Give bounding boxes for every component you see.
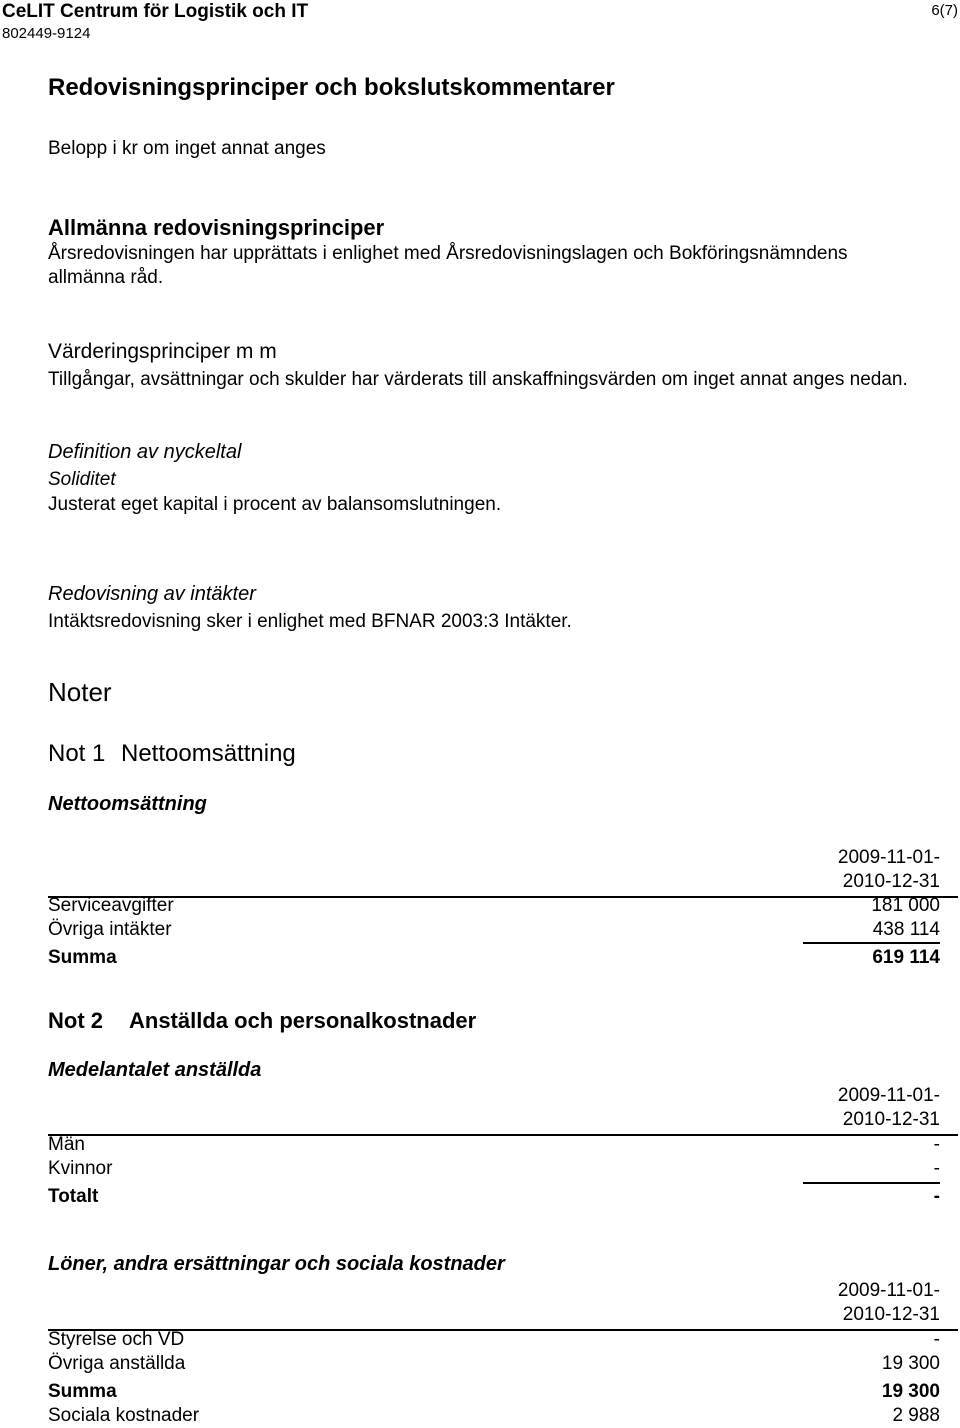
- note2-table1-total-value: -: [933, 1186, 940, 1207]
- note1-row-value: 438 114: [872, 919, 940, 940]
- note2-title: Anställda och personalkostnader: [129, 1008, 477, 1033]
- note1-row-label: Serviceavgifter: [48, 895, 174, 916]
- company-name: CeLIT Centrum för Logistik och IT: [2, 1, 309, 22]
- note2-table2-row-label: Övriga anställda: [48, 1353, 186, 1374]
- note1-table-title: Nettoomsättning: [48, 793, 207, 815]
- section-text-key-ratios: Justerat eget kapital i procent av balansomslutningen.: [48, 494, 502, 515]
- section-heading-valuation: Värderingsprinciper m m: [48, 340, 277, 363]
- section-heading-general: Allmänna redovisningsprinciper: [48, 215, 385, 240]
- note1-period-line1: 2009-11-01-: [837, 847, 940, 868]
- note2-table1-header-rule: [48, 1134, 958, 1136]
- section-subheading-solidity: Soliditet: [48, 469, 116, 490]
- note1-row-label: Övriga intäkter: [48, 919, 172, 940]
- note2-table1-sum-rule: [803, 1182, 940, 1184]
- note1-total-value: 619 114: [872, 947, 940, 968]
- note2-table2-row-label: Styrelse och VD: [48, 1329, 185, 1350]
- note1-sum-rule: [803, 942, 940, 944]
- note1-title: Nettoomsättning: [121, 740, 296, 767]
- section-text-general-1: Årsredovisningen har upprättats i enlighet med Årsredovisningslagen och Bokföringsnämndens: [48, 243, 848, 264]
- section-text-valuation: Tillgångar, avsättningar och skulder har värderats till anskaffningsvärden om inget annat anges nedan.: [48, 369, 908, 390]
- note2-table1-period-line2: 2010-12-31: [842, 1109, 940, 1130]
- page-title: Redovisningsprinciper och bokslutskommentarer: [48, 74, 615, 101]
- note2-table2-total-value: 19 300: [881, 1381, 940, 1402]
- section-heading-revenue: Redovisning av intäkter: [48, 583, 256, 605]
- note1-row-value: 181 000: [871, 895, 940, 916]
- note1-number: Not 1: [48, 740, 106, 767]
- note2-table2-period-line2: 2010-12-31: [842, 1304, 940, 1325]
- note2-table2-total-label: Summa: [48, 1381, 117, 1402]
- note2-table1-period-line1: 2009-11-01-: [837, 1085, 940, 1106]
- note2-number: Not 2: [48, 1008, 103, 1033]
- page-subtitle: Belopp i kr om inget annat anges: [48, 138, 326, 159]
- note1-period-line2: 2010-12-31: [842, 871, 940, 892]
- org-number: 802449-9124: [2, 25, 91, 42]
- note1-total-label: Summa: [48, 947, 117, 968]
- note2-table2-row-value: 19 300: [881, 1353, 940, 1374]
- note2-table2-header-rule: [48, 1329, 958, 1331]
- note2-table1-row-label: Män: [48, 1134, 85, 1155]
- note1-header-rule: [48, 896, 958, 898]
- note2-table1-row-value: -: [933, 1158, 940, 1179]
- note2-table1-title: Medelantalet anställda: [48, 1059, 262, 1081]
- note2-table2-title: Löner, andra ersättningar och sociala kostnader: [48, 1253, 505, 1275]
- section-text-revenue: Intäktsredovisning sker i enlighet med BFNAR 2003:3 Intäkter.: [48, 611, 572, 632]
- page-number: 6(7): [931, 2, 958, 19]
- note2-table1-total-label: Totalt: [48, 1186, 99, 1207]
- note2-table1-row-value: -: [933, 1134, 940, 1155]
- note2-table2-period-line1: 2009-11-01-: [837, 1280, 940, 1301]
- note2-table2-extra-value: 2 988: [892, 1405, 940, 1426]
- section-heading-key-ratios: Definition av nyckeltal: [48, 441, 242, 463]
- note2-table1-row-label: Kvinnor: [48, 1158, 113, 1179]
- note2-table2-extra-label: Sociala kostnader: [48, 1405, 200, 1426]
- notes-heading: Noter: [48, 677, 112, 707]
- note2-table2-row-value: -: [933, 1329, 940, 1350]
- section-text-general-2: allmänna råd.: [48, 267, 164, 288]
